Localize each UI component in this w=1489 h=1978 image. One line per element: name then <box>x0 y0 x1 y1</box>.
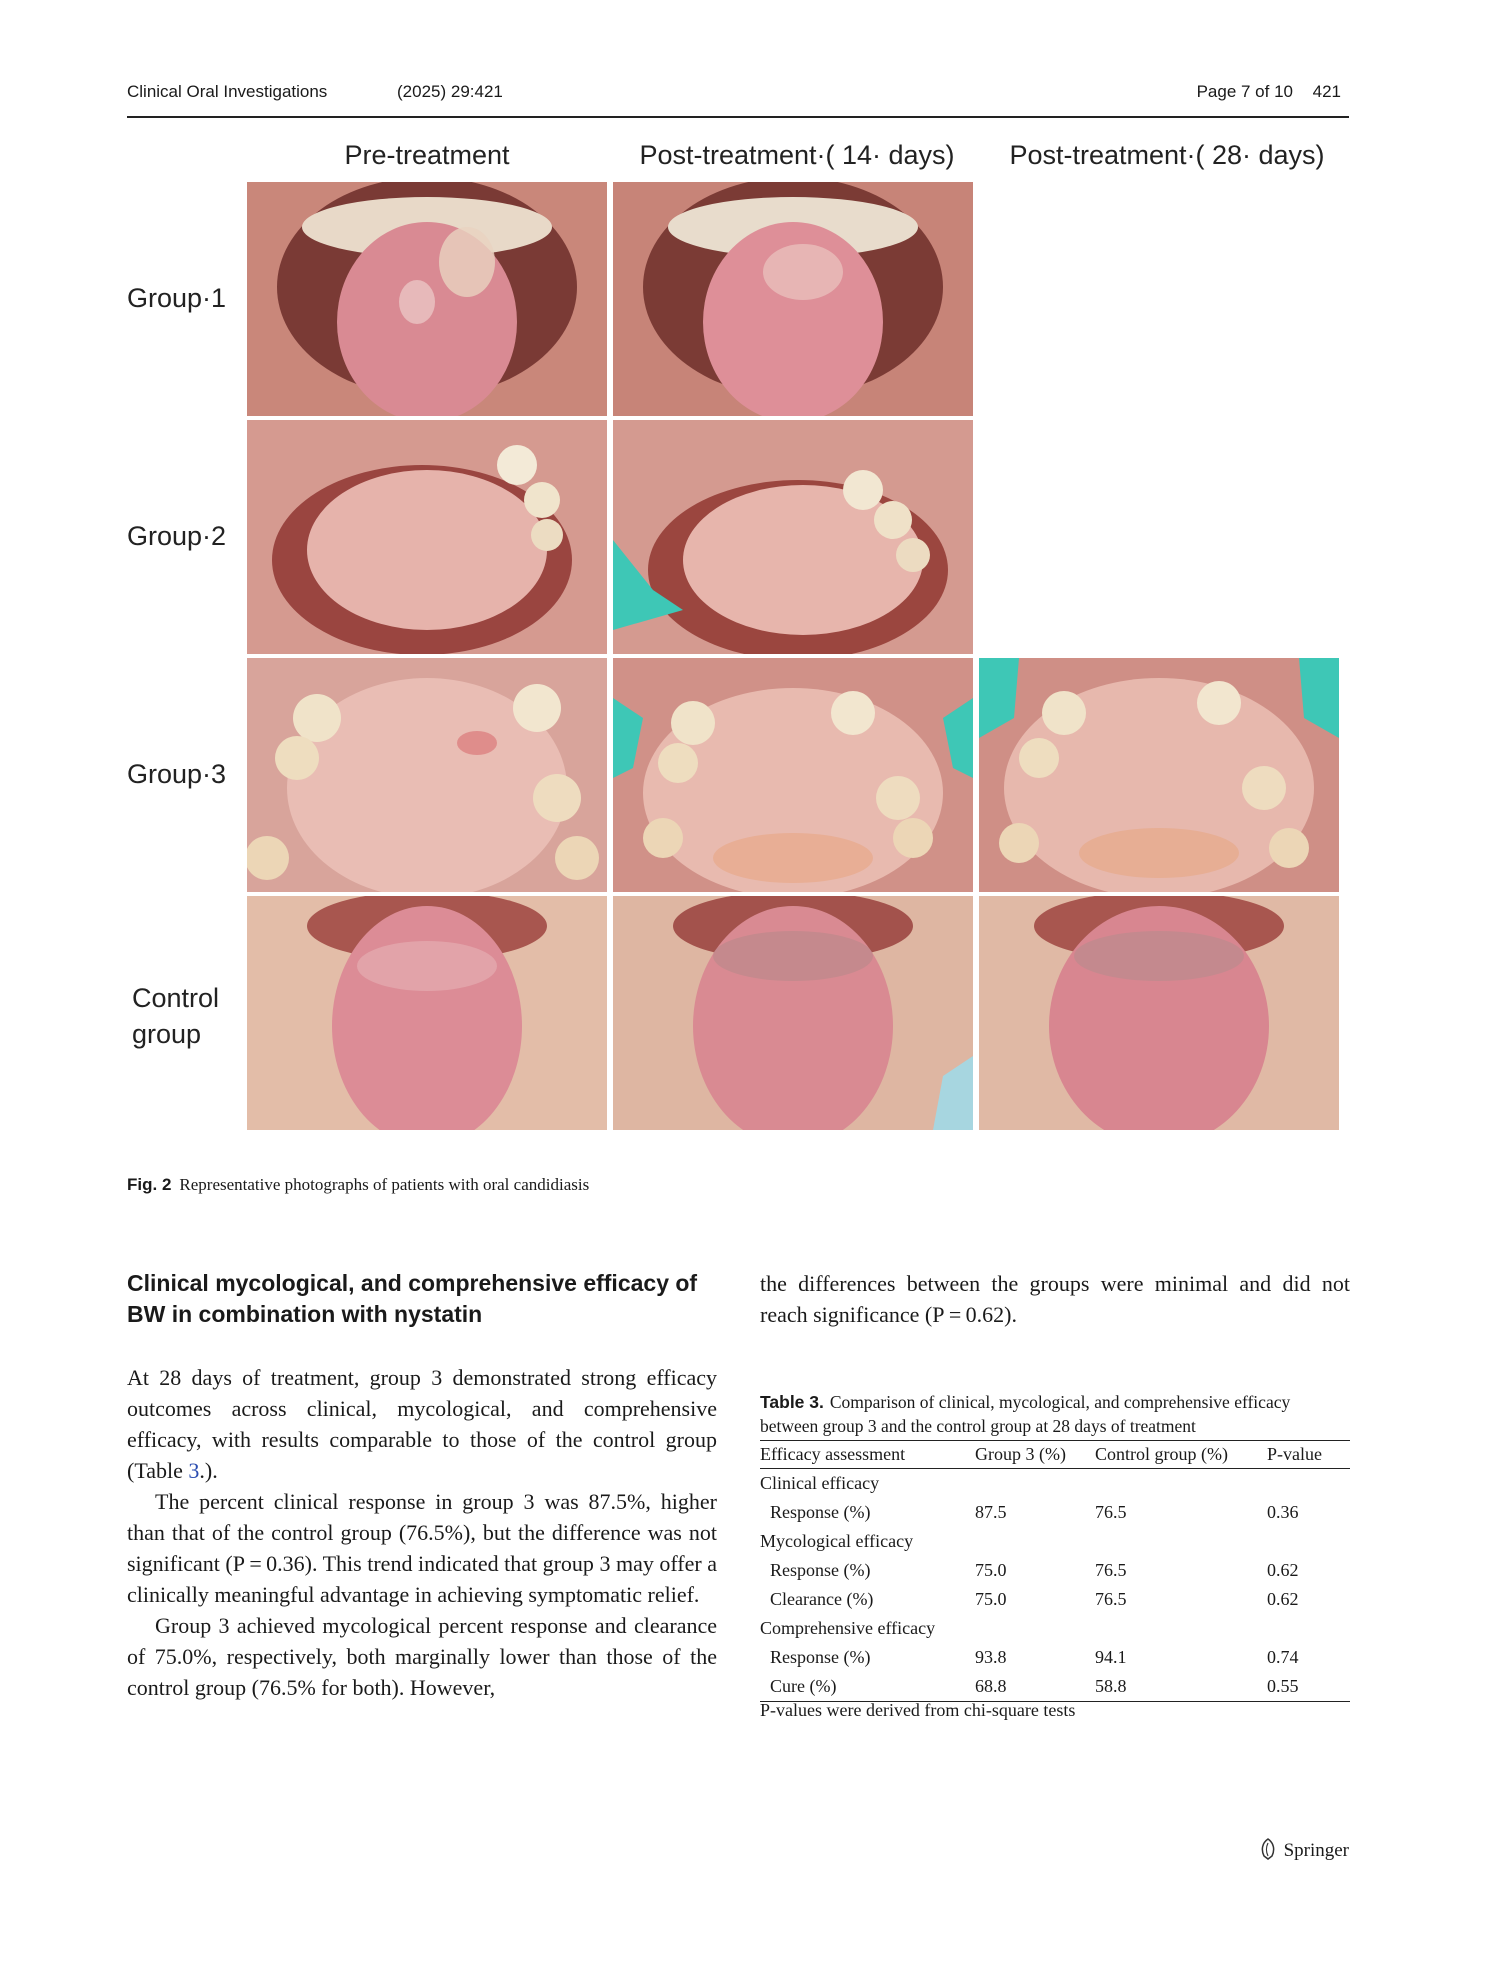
cell-group3: 75.0 <box>975 1560 1007 1580</box>
photo-control-pre <box>247 896 607 1130</box>
cell-control: 94.1 <box>1095 1647 1127 1667</box>
cell-control: 76.5 <box>1095 1502 1127 1522</box>
table-row <box>760 1469 1350 1499</box>
row-label: Cure (%) <box>760 1672 975 1702</box>
cell-control <box>1095 1527 1267 1556</box>
cell-pvalue <box>1267 1527 1350 1556</box>
article-number: 421 <box>1312 82 1341 101</box>
table-row <box>760 1643 1350 1672</box>
figure-caption-label: Fig. 2 <box>127 1175 172 1194</box>
table-row <box>760 1527 1350 1556</box>
table-3-caption <box>760 1390 1350 1438</box>
cell-group3 <box>975 1527 1095 1556</box>
table-3-caption-text: Comparison of clinical, mycological, and comprehensive efficacy between group 3 and the control group at 28 days of treatment <box>760 1392 1291 1436</box>
table-header-row <box>760 1441 1350 1469</box>
page-label: Page 7 of 10 <box>1196 82 1293 101</box>
journal-name: Clinical Oral Investigations <box>127 82 328 101</box>
photo-control-14d <box>613 896 973 1130</box>
volume-info: (2025) 29:421 <box>397 82 503 101</box>
row-label: Response (%) <box>770 1647 871 1667</box>
row-label: Clearance (%) <box>770 1589 874 1609</box>
cell-group3: 68.8 <box>975 1672 1095 1702</box>
row-label: Clinical efficacy <box>760 1473 880 1493</box>
row-label: Comprehensive efficacy <box>760 1618 936 1638</box>
figure-caption <box>127 1175 589 1195</box>
running-header <box>127 78 1349 118</box>
table-3-link[interactable]: 3 <box>188 1458 200 1483</box>
cell-pvalue <box>1267 1614 1350 1643</box>
col-header-14d: Post-treatment·( 14· days) <box>639 140 955 170</box>
paragraph-1 <box>127 1362 717 1486</box>
photo-group3-28d <box>979 658 1339 892</box>
photo-group3-14d <box>613 658 973 892</box>
cell-group3: 87.5 <box>975 1502 1007 1522</box>
cell-control <box>1095 1469 1267 1499</box>
cell-control: 76.5 <box>1095 1560 1127 1580</box>
section-heading: Clinical mycological, and comprehensive efficacy of BW in combination with nystatin <box>127 1270 698 1327</box>
cell-pvalue: 0.36 <box>1267 1502 1299 1522</box>
table-3-label: Table 3. <box>760 1392 824 1412</box>
col-header-28d: Post-treatment·( 28· days) <box>1009 140 1325 170</box>
paragraph-2: The percent clinical response in group 3 was 87.5%, higher than that of the control group (76.5%), but the difference was not significant (P = 0.36). This trend indicated that group 3 may offer a clinically meaningful advantage in achieving symptomatic relief. <box>127 1489 717 1607</box>
row-label-group3: Group·3 <box>127 759 227 789</box>
cell-control <box>1095 1614 1267 1643</box>
photo-group2-pre <box>247 420 607 654</box>
table-row <box>760 1556 1350 1585</box>
cell-group3 <box>975 1614 1095 1643</box>
th-pvalue: P-value <box>1267 1441 1350 1469</box>
row-label: Response (%) <box>770 1560 871 1580</box>
cell-group3: 75.0 <box>975 1589 1007 1609</box>
photo-group1-pre <box>247 182 607 416</box>
cell-pvalue: 0.62 <box>1267 1560 1299 1580</box>
paragraph-right: the differences between the groups were minimal and did not reach significance (P = 0.62). <box>760 1271 1350 1327</box>
photo-group1-14d <box>613 182 973 416</box>
th-assessment: Efficacy assessment <box>760 1441 975 1469</box>
row-label-group1: Group·1 <box>127 283 227 313</box>
cell-group3: 93.8 <box>975 1647 1007 1667</box>
paragraph-1-text: At 28 days of treatment, group 3 demonstrated strong efficacy outcomes across clinical, mycological, and comprehensive efficacy, with results comparable to those of the control group (Table <box>127 1365 717 1483</box>
table-row <box>760 1614 1350 1643</box>
table-row <box>760 1498 1350 1527</box>
table-row <box>760 1672 1350 1702</box>
body-left-column <box>127 1362 717 1703</box>
photo-group2-14d <box>613 420 973 654</box>
table-3 <box>760 1440 1350 1702</box>
cell-group3 <box>975 1469 1095 1499</box>
col-header-pre: Pre-treatment <box>344 140 510 170</box>
row-label-control: Control group <box>132 983 220 1049</box>
cell-pvalue: 0.74 <box>1267 1647 1299 1667</box>
cell-control: 76.5 <box>1095 1589 1127 1609</box>
row-label-group2: Group·2 <box>127 521 227 551</box>
cell-pvalue: 0.55 <box>1267 1672 1350 1702</box>
th-control: Control group (%) <box>1095 1441 1267 1469</box>
paragraph-3: Group 3 achieved mycological percent response and clearance of 75.0%, respectively, both marginally lower than those of the control group (76.5% for both). However, <box>127 1613 717 1700</box>
figure-caption-text: Representative photographs of patients with oral candidiasis <box>179 1175 590 1194</box>
cell-pvalue: 0.62 <box>1267 1589 1299 1609</box>
row-label: Mycological efficacy <box>760 1531 914 1551</box>
table-row <box>760 1585 1350 1614</box>
cell-pvalue <box>1267 1469 1350 1499</box>
photo-group3-pre <box>247 658 607 892</box>
publisher-name: Springer <box>1283 1840 1349 1861</box>
table-3-note: P-values were derived from chi-square tests <box>760 1700 1076 1720</box>
paragraph-1-end: .). <box>199 1458 218 1483</box>
row-label: Response (%) <box>770 1502 871 1522</box>
th-group3: Group 3 (%) <box>975 1441 1095 1469</box>
publisher-footer <box>1258 1838 1349 1862</box>
photo-control-28d <box>979 896 1339 1130</box>
cell-control: 58.8 <box>1095 1672 1267 1702</box>
springer-logo-icon <box>1258 1838 1278 1860</box>
figure-2 <box>127 140 1349 1150</box>
